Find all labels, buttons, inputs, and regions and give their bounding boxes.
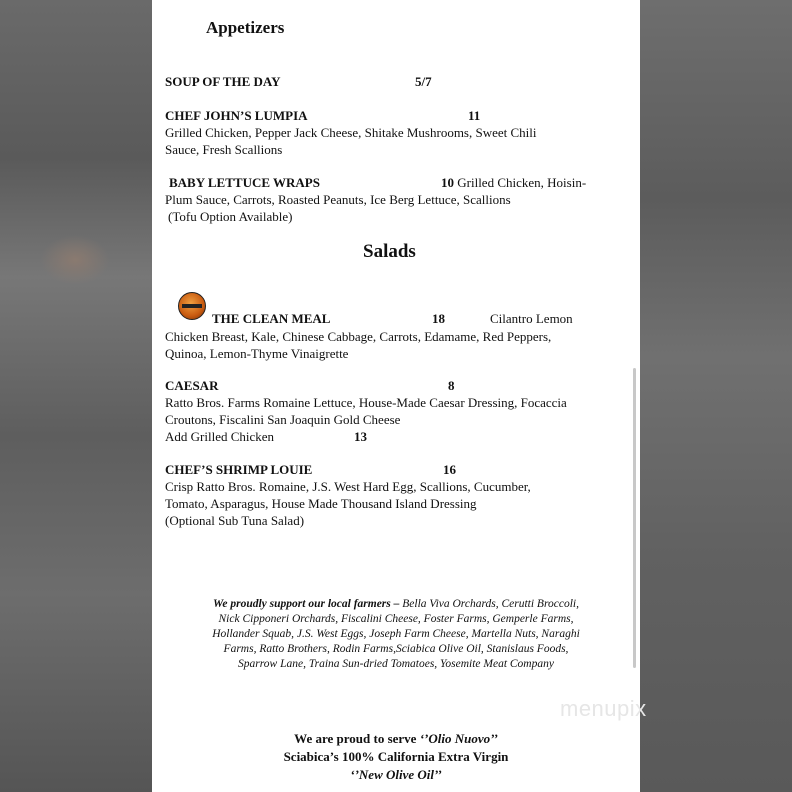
farmers-line: Farms, Ratto Brothers, Rodin Farms,Sciabica Olive Oil, Stanislaus Foods, <box>223 643 569 655</box>
louie-name: CHEF’S SHRIMP LOUIE <box>165 462 313 477</box>
salads-heading: Salads <box>363 241 416 262</box>
farmers-line: Nick Cipponeri Orchards, Fiscalini Cheese, Foster Farms, Gemperle Farms, <box>218 613 574 625</box>
background-left <box>0 0 152 792</box>
caesar-desc: Croutons, Fiscalini San Joaquin Gold Cheese <box>165 412 401 427</box>
farmers-lead: We proudly support our local farmers – <box>213 598 400 610</box>
oil-line: Sciabica’s 100% California Extra Virgin <box>283 749 509 764</box>
clean-meal-logo-icon <box>178 292 206 320</box>
caesar-addon-price: 13 <box>354 429 367 444</box>
clean-meal-desc: Cilantro Lemon <box>490 311 573 326</box>
farmers-line: Hollander Squab, J.S. West Eggs, Joseph Farm Cheese, Martella Nuts, Naraghi <box>212 628 580 640</box>
caesar-price: 8 <box>448 378 455 393</box>
farmers-list: Bella Viva Orchards, Cerutti Broccoli, <box>399 598 579 610</box>
appetizers-heading: Appetizers <box>206 18 285 37</box>
louie-price: 16 <box>443 462 456 477</box>
oil-text: We are proud to serve <box>294 731 420 746</box>
oil-line <box>152 730 640 747</box>
caesar-addon: Add Grilled Chicken <box>165 429 275 444</box>
caesar-desc: Ratto Bros. Farms Romaine Lettuce, House-Made Caesar Dressing, Focaccia <box>165 395 567 410</box>
clean-meal-desc: Chicken Breast, Kale, Chinese Cabbage, Carrots, Edamame, Red Peppers, <box>165 329 552 344</box>
louie-desc: (Optional Sub Tuna Salad) <box>165 513 305 528</box>
clean-meal-price: 18 <box>432 311 445 326</box>
lumpia-desc: Grilled Chicken, Pepper Jack Cheese, Shitake Mushrooms, Sweet Chili <box>165 125 537 140</box>
clean-meal-name: THE CLEAN MEAL <box>212 311 331 326</box>
wraps-name: BABY LETTUCE WRAPS <box>169 175 320 190</box>
wraps-desc: Grilled Chicken, Hoisin- <box>457 175 587 190</box>
caesar-name: CAESAR <box>165 378 219 393</box>
wraps-price-line <box>441 174 586 191</box>
clean-meal-desc: Quinoa, Lemon-Thyme Vinaigrette <box>165 346 349 361</box>
lumpia-price: 11 <box>468 108 481 123</box>
wraps-desc: (Tofu Option Available) <box>168 209 293 224</box>
oil-line: ‘’New Olive Oil’’ <box>350 767 442 782</box>
farmers-line: Sparrow Lane, Traina Sun-dried Tomatoes, Yosemite Meat Company <box>238 658 554 670</box>
wraps-price: 10 <box>441 175 454 190</box>
soup-name: SOUP OF THE DAY <box>165 74 281 89</box>
oil-brand: ‘’Olio Nuovo’’ <box>419 731 498 746</box>
watermark: menupix <box>560 696 647 721</box>
lumpia-desc: Sauce, Fresh Scallions <box>165 142 283 157</box>
soup-price: 5/7 <box>415 74 432 89</box>
background-right <box>640 0 792 792</box>
louie-desc: Tomato, Asparagus, House Made Thousand Island Dressing <box>165 496 477 511</box>
wraps-desc: Plum Sauce, Carrots, Roasted Peanuts, Ice Berg Lettuce, Scallions <box>165 192 511 207</box>
lumpia-name: CHEF JOHN’S LUMPIA <box>165 108 308 123</box>
farmers-line <box>152 597 640 612</box>
louie-desc: Crisp Ratto Bros. Romaine, J.S. West Hard Egg, Scallions, Cucumber, <box>165 479 531 494</box>
